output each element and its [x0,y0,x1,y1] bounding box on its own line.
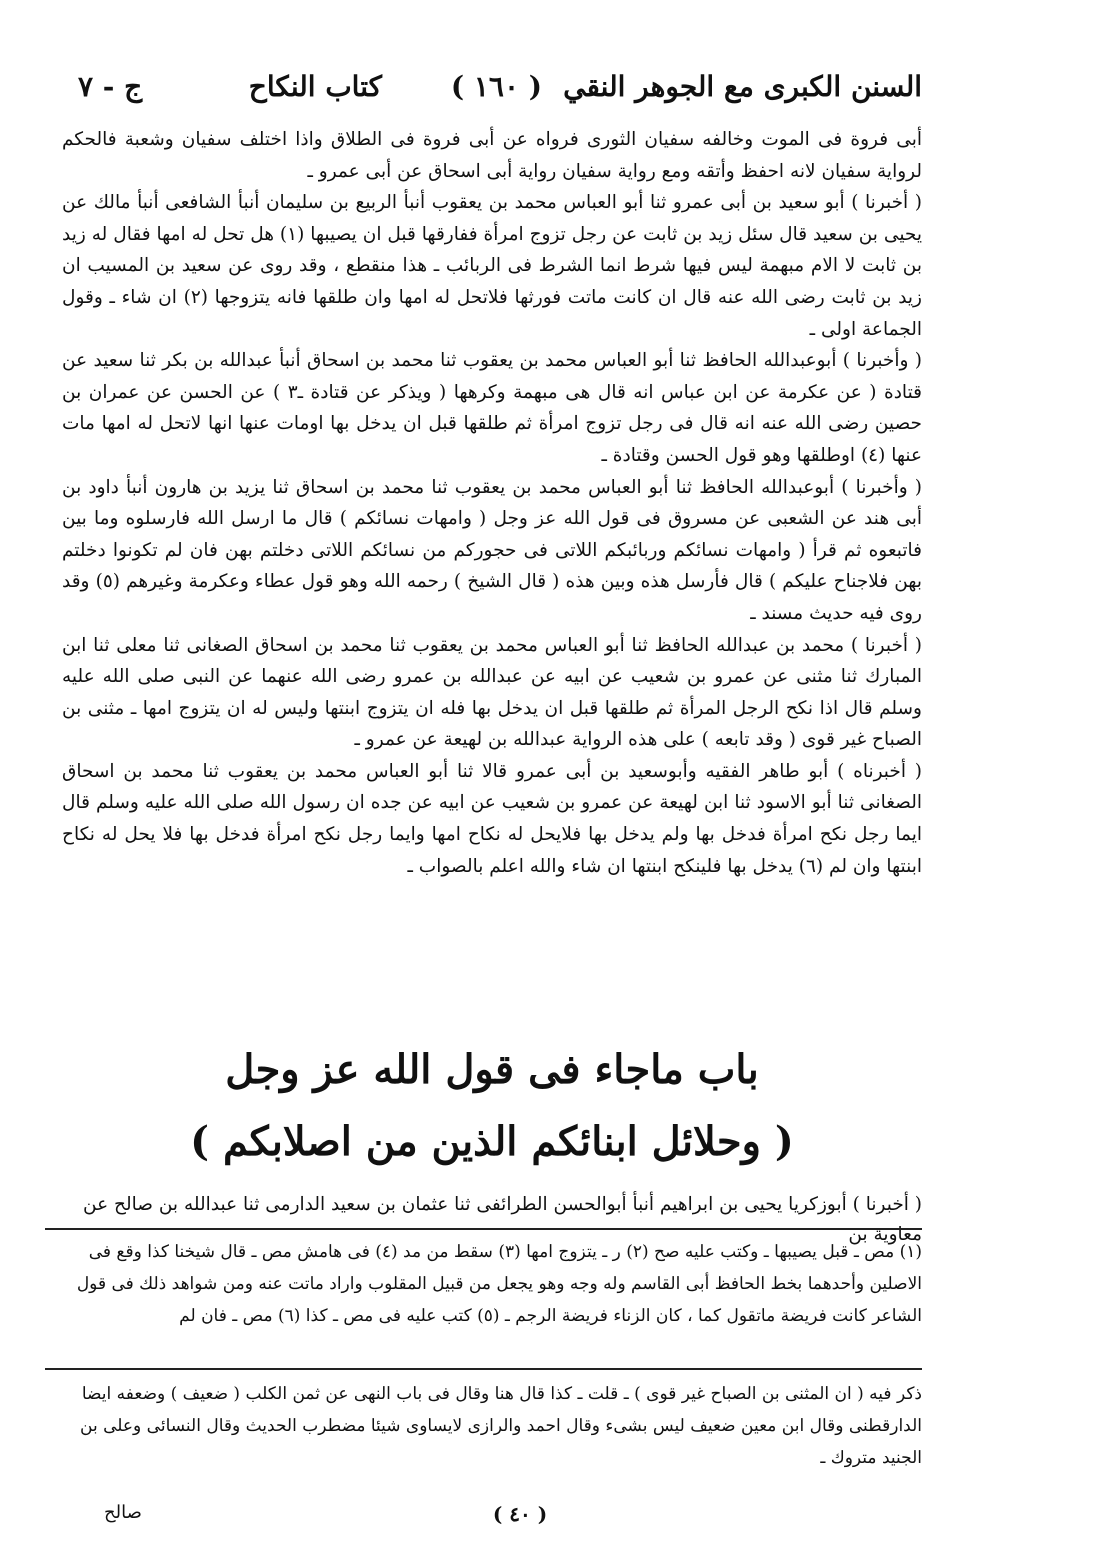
paragraph: ( أخبرنا ) أبو سعيد بن أبى عمرو ثنا أبو العباس محمد بن يعقوب أنبأ الربيع بن سليمان أنبأ الشافعى أنبأ مالك عن يحيى بن سعيد قال سئل زيد بن ثابت عن رجل تزوج امرأة ففارقها قبل ان يصيبها (١) هل تحل له امها فقال له زيد بن ثابت لا الام مبهمة ليس فيها شرط انما الشرط فى الربائب ـ هذا منقطع ، وقد روى عن سعيد بن المسيب ان زيد بن ثابت رضى الله عنه قال ان كانت ماتت فورثها فلاتحل له امها وان طلقها فانه يتزوجها (٢) ان شاء ـ وقول الجماعة اولى ـ [62,192,923,340]
footer-signature: صالح [104,1502,142,1523]
main-text [62,124,922,882]
paragraph-continuation: ( أخبرنا ) أبوزكريا يحيى بن ابراهيم أنبأ أبوالحسن الطرائفى ثنا عثمان بن سعيد الدارمى ثنا عبدالله بن صالح عن معاوية بن [83,1194,922,1245]
commentary-text: ذكر فيه ( ان المثنى بن الصباح غير قوى ) ـ قلت ـ كذا قال هنا وقال فى باب النهى عن ثمن الكلب ( ضعيف ) وضعفه ايضا الدارقطنى وقال ابن معين ضعيف ليس بشىء وقال احمد والرازى لايساوى شيئا مضطرب الحديث وقال النسائى وعلى بن الجنيد متروك ـ [80,1384,922,1468]
paragraph: أبى فروة فى الموت وخالفه سفيان الثورى فرواه عن أبى فروة فى الطلاق واذا اختلف سفيان وشعبة فالحكم لرواية سفيان لانه احفظ وأتقه ومع رواية سفيان رواية أبى اسحاق عن أبى عمرو ـ [62,129,922,182]
commentary [62,1378,922,1474]
section-heading: باب ماجاء فى قول الله عز وجل [225,1046,759,1093]
page-number: ( ١٦٠ ) [450,70,542,103]
footnotes [62,1236,922,1332]
chapter-title: كتاب النكاح [248,70,382,103]
page-header [78,70,922,114]
paragraph: ( أخبرناه ) أبو طاهر الفقيه وأبوسعيد بن أبى عمرو قالا ثنا أبو العباس محمد بن يعقوب ثنا محمد بن اسحاق الصغانى ثنا أبو الاسود ثنا ابن لهيعة عن عمرو بن شعيب عن ابيه عن جده ان رسول الله صلى الله عليه وسلم قال ايما رجل نكح امرأة فدخل بها ولم يدخل بها فلايحل له نكاح امها وايما رجل نكح امرأة فدخل بها فلا يحل له نكاح ابنتها وان لم (٦) يدخل بها فلينكح ابنتها ان شاء والله اعلم بالصواب ـ [62,760,922,877]
paragraph: ( وأخبرنا ) أبوعبدالله الحافظ ثنا أبو العباس محمد بن يعقوب ثنا محمد بن اسحاق ثنا يزيد بن هارون أنبأ داود بن أبى هند عن الشعبى عن مسروق فى قول الله عز وجل ( وامهات نسائكم ) قال ما ارسل الله فارسلوه وما بين فاتبعوه ثم قرأ ( وامهات نسائكم وربائبكم اللاتى فى حجوركم من نسائكم اللاتى دخلتم بهن فان لم تكونوا دخلتم بهن فلاجناح عليكم ) قال فأرسل هذه وبين هذه ( قال الشيخ ) رحمه الله وهو قول عطاء وعكرمة وغيرهم (٥) وقد روى فيه حديث مسند ـ [62,476,922,624]
paragraph: ( وأخبرنا ) أبوعبدالله الحافظ ثنا أبو العباس محمد بن يعقوب ثنا محمد بن اسحاق أنبأ عبدالله بن بكر ثنا سعيد عن قتادة ( عن عكرمة عن ابن عباس انه قال هى مبهمة وكرهها ( ويذكر عن قتادة ـ٣ ) عن الحسن عن عمران بن حصين رضى الله عنه انه قال فى رجل تزوج امرأة ثم طلقها قبل ان يدخل بها اومات عنها انها لاتحل له امها مات عنها (٤) اوطلقها وهو قول الحسن وقتادة ـ [62,350,922,466]
book-title: السنن الكبرى مع الجوهر النقي [563,70,922,103]
footnote-divider [45,1228,922,1230]
paragraph: ( أخبرنا ) محمد بن عبدالله الحافظ ثنا أبو العباس محمد بن يعقوب ثنا محمد بن اسحاق الصغانى ثنا معلى ثنا ابن المبارك ثنا مثنى عن عمرو بن شعيب عن ابيه عن عبدالله بن عمرو رضى الله عنهما عن النبى صلى الله عليه وسلم قال اذا نكح الرجل المرأة ثم طلقها قبل ان يدخل بها فله ان يتزوج ابنتها وليس له ان يتزوج امها ـ مثنى بن الصباح غير قوى ( وقد تابعه ) على هذه الرواية عبدالله بن لهيعة عن عمرو ـ [62,634,922,751]
section-subheading: ( وحلائل ابنائكم الذين من اصلابكم ) [190,1118,794,1165]
footnote-text: (١) مص ـ قبل يصيبها ـ وكتب عليه صح (٢) ر ـ يتزوج امها (٣) سقط من مد (٤) فى هامش مص ـ قال شيخنا كذا وقع فى الاصلين وأحدهما بخط الحافظ أبى القاسم وله وجه وهو يجعل من قبيل المقلوب واراد ماتت عنه ومن شواهد ذلك فى قول الشاعر كانت فريضة ماتقول كما ، كان الزناء فريضة الرجم ـ (٥) كتب عليه فى مص ـ كذا (٦) مص ـ فان لم [76,1242,922,1326]
commentary-divider [45,1368,922,1370]
footer-page-number: ( ٤٠ ) [492,1502,548,1526]
volume-label: ج - ٧ [78,70,143,103]
